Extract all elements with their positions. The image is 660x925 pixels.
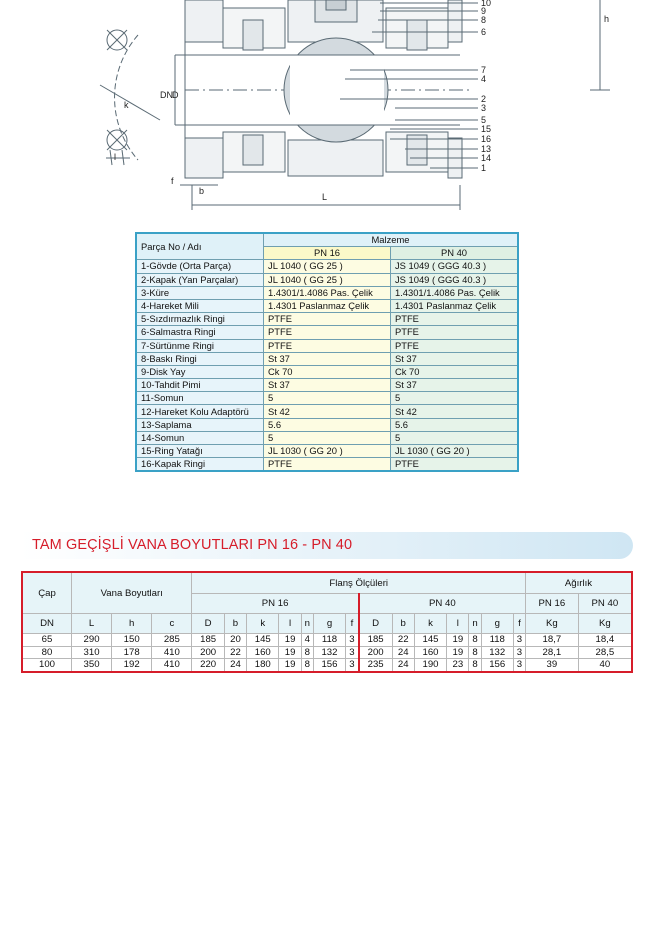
pn40-material-cell: 1.4301/1.4086 Pas. Çelik bbox=[390, 286, 518, 299]
column-header: f bbox=[513, 614, 525, 634]
pn40-material-cell: PTFE bbox=[390, 339, 518, 352]
dimension-cell: 22 bbox=[224, 646, 246, 659]
column-header: n bbox=[469, 614, 481, 634]
dimensions-row bbox=[22, 634, 632, 647]
dimension-cell: 3 bbox=[513, 634, 525, 647]
column-header: h bbox=[112, 614, 152, 634]
callout-14: 14 bbox=[481, 153, 492, 163]
column-header: k bbox=[247, 614, 279, 634]
left-flange-top bbox=[185, 0, 223, 42]
part-name-cell: 5-Sızdırmazlık Ringi bbox=[136, 313, 264, 326]
dimension-cell: 23 bbox=[447, 659, 469, 672]
parts-table-row bbox=[136, 326, 518, 339]
parts-table-row bbox=[136, 458, 518, 472]
column-header-row bbox=[22, 614, 632, 634]
column-header: Kg bbox=[578, 614, 632, 634]
dimension-cell: 24 bbox=[392, 659, 414, 672]
callout-15: 15 bbox=[481, 124, 492, 134]
dimension-cell: 8 bbox=[301, 659, 313, 672]
column-header: k bbox=[414, 614, 446, 634]
dimension-cell: 8 bbox=[301, 646, 313, 659]
header-cap: Çap bbox=[22, 572, 72, 614]
dimension-cell: 4 bbox=[301, 634, 313, 647]
valve-drawing-svg bbox=[0, 0, 660, 215]
part-name-cell: 6-Salmastra Ringi bbox=[136, 326, 264, 339]
column-header: f bbox=[346, 614, 359, 634]
dimension-cell: 22 bbox=[392, 634, 414, 647]
dimension-cell: 3 bbox=[346, 659, 359, 672]
dim-label-k: k bbox=[124, 100, 129, 110]
pn40-material-cell: 5 bbox=[390, 431, 518, 444]
pn40-material-cell: PTFE bbox=[390, 313, 518, 326]
column-header: L bbox=[72, 614, 112, 634]
section-title: TAM GEÇİŞLİ VANA BOYUTLARI PN 16 - PN 40 bbox=[32, 537, 353, 553]
dimension-cell: 39 bbox=[526, 659, 579, 672]
dimension-cell: 40 bbox=[578, 659, 632, 672]
dimension-cell: 20 bbox=[224, 634, 246, 647]
pn16-material-cell: PTFE bbox=[264, 326, 391, 339]
parts-table-row bbox=[136, 445, 518, 458]
dimension-cell: 118 bbox=[313, 634, 345, 647]
parts-table-row bbox=[136, 365, 518, 378]
column-header: b bbox=[224, 614, 246, 634]
parts-table-row bbox=[136, 405, 518, 418]
dimension-cell: 8 bbox=[469, 659, 481, 672]
dimension-cell: 160 bbox=[414, 646, 446, 659]
dimension-cell: 160 bbox=[247, 646, 279, 659]
part-name-cell: 12-Hareket Kolu Adaptörü bbox=[136, 405, 264, 418]
part-name-cell: 13-Saplama bbox=[136, 418, 264, 431]
dimension-cell: 185 bbox=[359, 634, 392, 647]
pn40-material-cell: 1.4301 Paslanmaz Çelik bbox=[390, 299, 518, 312]
dimension-cell: 65 bbox=[22, 634, 72, 647]
dimension-cell: 132 bbox=[313, 646, 345, 659]
parts-table-body bbox=[136, 260, 518, 472]
dimension-cell: 156 bbox=[481, 659, 513, 672]
dimension-cell: 19 bbox=[447, 634, 469, 647]
part-name-cell: 16-Kapak Ringi bbox=[136, 458, 264, 472]
pn40-material-cell: St 42 bbox=[390, 405, 518, 418]
section-title-bar bbox=[20, 532, 633, 559]
dimension-cell: 235 bbox=[359, 659, 392, 672]
dimension-cell: 100 bbox=[22, 659, 72, 672]
callout-1: 1 bbox=[481, 163, 487, 173]
column-header: n bbox=[301, 614, 313, 634]
header-weight-pn16: PN 16 bbox=[526, 594, 579, 614]
pn16-material-cell: PTFE bbox=[264, 458, 391, 472]
part-name-cell: 11-Somun bbox=[136, 392, 264, 405]
dimension-cell: 28,1 bbox=[526, 646, 579, 659]
pn40-material-cell: Ck 70 bbox=[390, 365, 518, 378]
column-header: l bbox=[279, 614, 301, 634]
column-header: c bbox=[152, 614, 192, 634]
part-name-cell: 14-Somun bbox=[136, 431, 264, 444]
header-pn40: PN 40 bbox=[390, 247, 518, 260]
dimension-cell: 145 bbox=[414, 634, 446, 647]
dimension-cell: 8 bbox=[469, 634, 481, 647]
column-header: DN bbox=[22, 614, 72, 634]
pn40-material-cell: 5.6 bbox=[390, 418, 518, 431]
pn40-material-cell: 5 bbox=[390, 392, 518, 405]
dimension-cell: 180 bbox=[247, 659, 279, 672]
header-agirlik: Ağırlık bbox=[526, 572, 632, 594]
column-header: Kg bbox=[526, 614, 579, 634]
dimension-cell: 19 bbox=[279, 634, 301, 647]
parts-table-row bbox=[136, 313, 518, 326]
column-header: l bbox=[447, 614, 469, 634]
pn16-material-cell: 5.6 bbox=[264, 418, 391, 431]
pn16-material-cell: 1.4301/1.4086 Pas. Çelik bbox=[264, 286, 391, 299]
part-name-cell: 4-Hareket Mili bbox=[136, 299, 264, 312]
callout-10: 10 bbox=[481, 0, 492, 8]
dim-label-h: h bbox=[604, 14, 610, 24]
column-header: g bbox=[313, 614, 345, 634]
pn16-material-cell: JL 1030 ( GG 20 ) bbox=[264, 445, 391, 458]
part-name-cell: 10-Tahdit Pimi bbox=[136, 379, 264, 392]
parts-table-row bbox=[136, 286, 518, 299]
pn40-material-cell: St 37 bbox=[390, 379, 518, 392]
dimension-cell: 8 bbox=[469, 646, 481, 659]
dimension-cell: 220 bbox=[192, 659, 224, 672]
dimension-cell: 156 bbox=[313, 659, 345, 672]
parts-material-table-wrapper bbox=[135, 232, 519, 472]
dim-label-L: L bbox=[322, 192, 328, 202]
dimension-cell: 178 bbox=[112, 646, 152, 659]
dim-label-b: b bbox=[199, 186, 205, 196]
header-vana-boyutlari: Vana Boyutları bbox=[72, 572, 192, 614]
pn16-material-cell: JL 1040 ( GG 25 ) bbox=[264, 260, 391, 273]
dimension-cell: 410 bbox=[152, 659, 192, 672]
left-flange-bottom bbox=[185, 138, 223, 178]
parts-table-row bbox=[136, 352, 518, 365]
dimension-cell: 290 bbox=[72, 634, 112, 647]
parts-table-row bbox=[136, 260, 518, 273]
dimension-cell: 150 bbox=[112, 634, 152, 647]
parts-table-row bbox=[136, 379, 518, 392]
callout-16: 16 bbox=[481, 134, 492, 144]
dim-label-D: D bbox=[172, 90, 179, 100]
pn16-material-cell: Ck 70 bbox=[264, 365, 391, 378]
part-name-cell: 1-Gövde (Orta Parça) bbox=[136, 260, 264, 273]
dimension-cell: 192 bbox=[112, 659, 152, 672]
part-name-cell: 7-Sürtünme Ringi bbox=[136, 339, 264, 352]
dimension-cell: 19 bbox=[447, 646, 469, 659]
dimension-cell: 200 bbox=[359, 646, 392, 659]
pn40-material-cell: PTFE bbox=[390, 326, 518, 339]
dimension-cell: 3 bbox=[513, 659, 525, 672]
dimensions-table-wrapper bbox=[21, 571, 633, 673]
pn16-material-cell: St 37 bbox=[264, 352, 391, 365]
dimension-cell: 3 bbox=[513, 646, 525, 659]
pn16-material-cell: JL 1040 ( GG 25 ) bbox=[264, 273, 391, 286]
header-pn16: PN 16 bbox=[264, 247, 391, 260]
pn40-material-cell: PTFE bbox=[390, 458, 518, 472]
callout-4: 4 bbox=[481, 74, 487, 84]
dim-label-f: f bbox=[171, 176, 174, 186]
pn16-material-cell: 5 bbox=[264, 431, 391, 444]
dimension-cell: 310 bbox=[72, 646, 112, 659]
dim-label-l: l bbox=[114, 152, 116, 162]
callout-3: 3 bbox=[481, 103, 487, 113]
pn16-material-cell: PTFE bbox=[264, 339, 391, 352]
parts-table-row bbox=[136, 431, 518, 444]
column-header: g bbox=[481, 614, 513, 634]
dimension-cell: 19 bbox=[279, 646, 301, 659]
parts-table-row bbox=[136, 273, 518, 286]
dimension-cell: 3 bbox=[346, 646, 359, 659]
dimension-cell: 118 bbox=[481, 634, 513, 647]
parts-table-row bbox=[136, 392, 518, 405]
part-name-cell: 9-Disk Yay bbox=[136, 365, 264, 378]
dimensions-table bbox=[21, 571, 633, 673]
parts-material-table bbox=[135, 232, 519, 472]
pn40-material-cell: St 37 bbox=[390, 352, 518, 365]
parts-table-row bbox=[136, 339, 518, 352]
callout-5: 5 bbox=[481, 115, 487, 125]
callout-8: 8 bbox=[481, 15, 487, 25]
callout-7: 7 bbox=[481, 65, 487, 75]
pn16-material-cell: PTFE bbox=[264, 313, 391, 326]
pn40-material-cell: JS 1049 ( GGG 40.3 ) bbox=[390, 273, 518, 286]
dimensions-table-body bbox=[22, 634, 632, 672]
part-name-cell: 3-Küre bbox=[136, 286, 264, 299]
dimensions-row bbox=[22, 646, 632, 659]
valve-technical-drawing bbox=[0, 0, 660, 215]
dimension-cell: 24 bbox=[224, 659, 246, 672]
dimension-cell: 145 bbox=[247, 634, 279, 647]
pn16-material-cell: St 37 bbox=[264, 379, 391, 392]
parts-table-row bbox=[136, 418, 518, 431]
callout-6: 6 bbox=[481, 27, 487, 37]
dimension-cell: 200 bbox=[192, 646, 224, 659]
pn16-material-cell: 5 bbox=[264, 392, 391, 405]
dimensions-row bbox=[22, 659, 632, 672]
dimension-cell: 410 bbox=[152, 646, 192, 659]
dimension-cell: 18,7 bbox=[526, 634, 579, 647]
column-header: b bbox=[392, 614, 414, 634]
dim-label-DN: DN bbox=[160, 90, 173, 100]
dimension-cell: 24 bbox=[392, 646, 414, 659]
header-weight-pn40: PN 40 bbox=[578, 594, 632, 614]
header-part-no: Parça No / Adı bbox=[136, 233, 264, 260]
column-header: D bbox=[192, 614, 224, 634]
header-material: Malzeme bbox=[264, 233, 519, 247]
dimension-cell: 80 bbox=[22, 646, 72, 659]
column-header: D bbox=[359, 614, 392, 634]
parts-table-row bbox=[136, 299, 518, 312]
part-name-cell: 8-Baskı Ringi bbox=[136, 352, 264, 365]
header-flange-pn40: PN 40 bbox=[359, 594, 526, 614]
dimension-cell: 285 bbox=[152, 634, 192, 647]
callout-2: 2 bbox=[481, 94, 487, 104]
pn40-material-cell: JS 1049 ( GGG 40.3 ) bbox=[390, 260, 518, 273]
dimension-cell: 18,4 bbox=[578, 634, 632, 647]
dimension-cell: 19 bbox=[279, 659, 301, 672]
part-name-cell: 15-Ring Yatağı bbox=[136, 445, 264, 458]
dimension-cell: 350 bbox=[72, 659, 112, 672]
dimension-cell: 28,5 bbox=[578, 646, 632, 659]
header-flange-pn16: PN 16 bbox=[192, 594, 359, 614]
callout-13: 13 bbox=[481, 144, 492, 154]
dimension-cell: 3 bbox=[346, 634, 359, 647]
pn40-material-cell: JL 1030 ( GG 20 ) bbox=[390, 445, 518, 458]
header-flans-olculeri: Flanş Ölçüleri bbox=[192, 572, 526, 594]
dimension-cell: 190 bbox=[414, 659, 446, 672]
callout-9: 9 bbox=[481, 6, 487, 16]
part-name-cell: 2-Kapak (Yan Parçalar) bbox=[136, 273, 264, 286]
pn16-material-cell: St 42 bbox=[264, 405, 391, 418]
pn16-material-cell: 1.4301 Paslanmaz Çelik bbox=[264, 299, 391, 312]
dimension-cell: 185 bbox=[192, 634, 224, 647]
dimension-cell: 132 bbox=[481, 646, 513, 659]
